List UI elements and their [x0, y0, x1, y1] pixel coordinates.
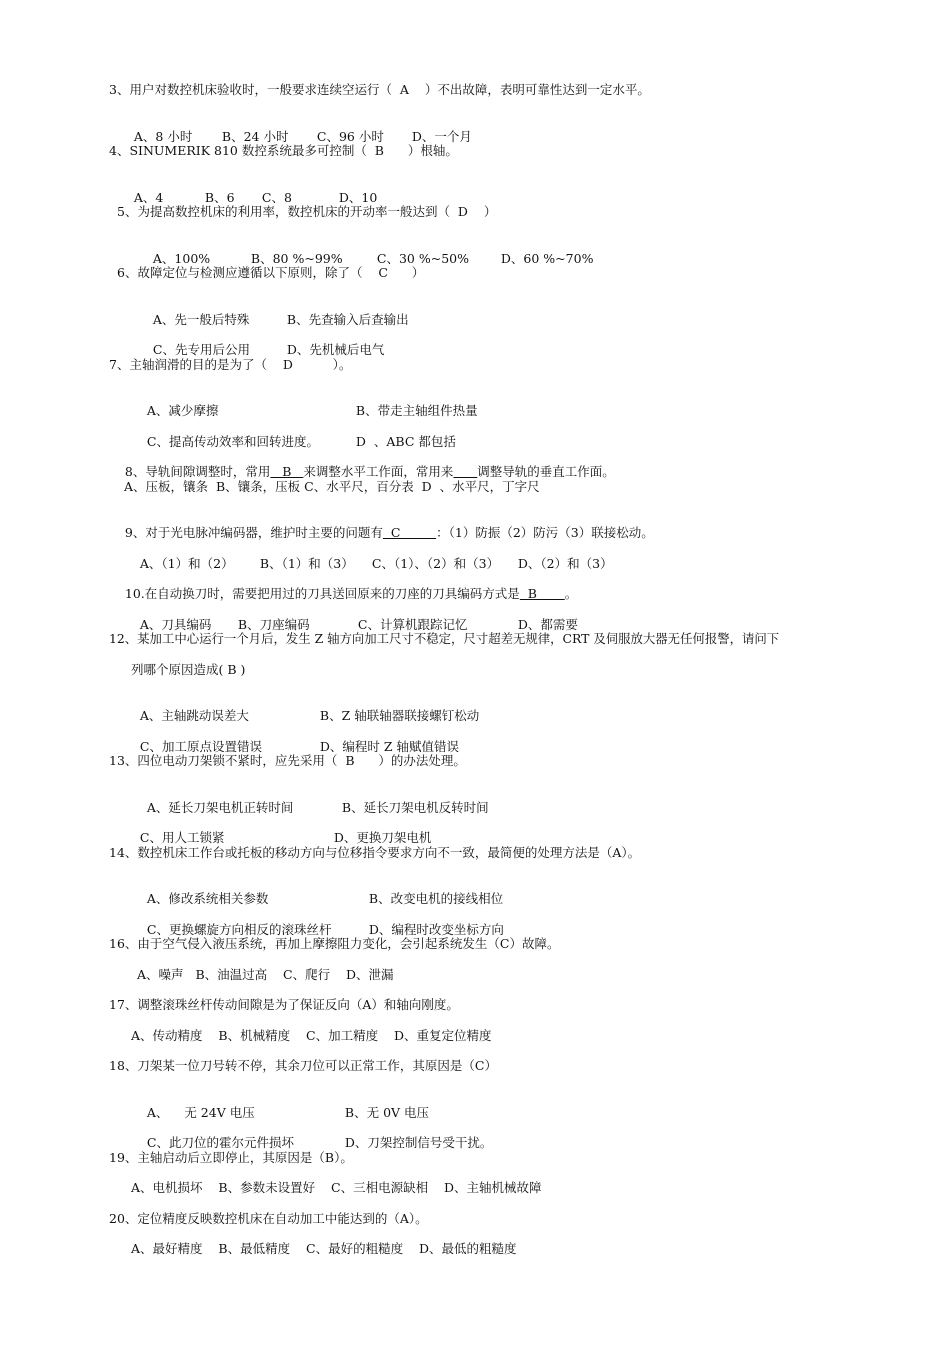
question-5-options — [137, 235, 594, 266]
question-13-options-row1 — [131, 784, 489, 815]
option-b: B、（1）和（3） — [259, 556, 354, 571]
question-7: 7、主轴润滑的目的是为了（ D ）。 — [109, 357, 352, 372]
question-14-options-row2 — [131, 906, 504, 937]
option-d: D、60 %~70% — [500, 251, 594, 266]
question-14-options-row1 — [131, 875, 504, 906]
answer-blank — [453, 464, 477, 479]
option-c: C、加工原点设置错误 — [139, 739, 262, 754]
option-a: A、主轴跳动误差大 — [139, 708, 249, 723]
question-10 — [109, 570, 578, 601]
question-6-options-row1 — [137, 296, 409, 327]
question-13-options-row2 — [124, 814, 432, 845]
option-d: D 、ABC 都包括 — [355, 434, 456, 449]
question-8-options: A、压板，镶条 B、镶条，压板 C、水平尺，百分表 D 、水平尺，丁字尺 — [124, 479, 540, 494]
option-b: B、改变电机的接线相位 — [368, 891, 504, 906]
option-c: C、30 %~50% — [376, 251, 469, 266]
question-18-options-row2 — [131, 1119, 493, 1150]
question-13: 13、四位电动刀架锁不紧时，应先采用（ B ）的办法处理。 — [109, 753, 466, 768]
option-c: C、96 小时 — [316, 129, 384, 144]
option-c: C、用人工锁紧 — [139, 830, 225, 845]
option-c: C、计算机跟踪记忆 — [357, 617, 468, 632]
question-5: 5、为提高数控机床的利用率，数控机床的开动率一般达到（ D ） — [117, 204, 497, 219]
question-text: 10.在自动换刀时，需要把用过的刀具送回原来的刀座的刀具编码方式是 — [124, 586, 520, 601]
question-12-options-row1 — [124, 692, 480, 723]
question-text: 调整导轨的垂直工作面。 — [477, 464, 615, 479]
question-6-options-row2 — [137, 326, 385, 357]
option-c: C、8 — [261, 190, 292, 205]
question-text: 。 — [564, 586, 578, 601]
option-a: A、刀具编码 — [139, 617, 212, 632]
option-b: B、带走主轴组件热量 — [355, 403, 478, 418]
option-b: B、Z 轴联轴器联接螺钉松动 — [319, 708, 480, 723]
option-d: D、一个月 — [411, 129, 472, 144]
option-a: A、减少摩擦 — [146, 403, 219, 418]
option-c: C、此刀位的霍尔元件损坏 — [146, 1135, 294, 1150]
question-text: ：（1）防振（2）防污（3）联接松动。 — [436, 525, 654, 540]
option-c: C、（1）、（2）和（3） — [371, 556, 500, 571]
option-d: D、（2）和（3） — [517, 556, 613, 571]
question-18-options-row1 — [131, 1089, 430, 1120]
option-d: D、更换刀架电机 — [333, 830, 432, 845]
option-a: A、（1）和（2） — [139, 556, 234, 571]
option-d: D、编程时改变坐标方向 — [368, 922, 504, 937]
question-16: 16、由于空气侵入液压系统，再加上摩擦阻力变化，会引起系统发生（C）故障。 — [109, 936, 560, 951]
answer-blank: B — [519, 586, 565, 601]
question-17: 17、调整滚珠丝杆传动间隙是为了保证反向（A）和轴向刚度。 — [109, 997, 459, 1012]
option-b: B、刀座编码 — [237, 617, 310, 632]
option-c: C、先专用后公用 — [152, 342, 250, 357]
option-a: A、100% — [152, 251, 211, 266]
option-a: A、修改系统相关参数 — [146, 891, 269, 906]
option-b: B、80 %~99% — [250, 251, 343, 266]
question-9-options — [124, 540, 613, 571]
question-4-options — [118, 174, 378, 205]
answer-blank: C — [382, 525, 437, 540]
question-12-continued: 列哪个原因造成( B ) — [131, 662, 246, 677]
question-4: 4、SINUMERIK 810 数控系统最多可控制（ B ）根轴。 — [109, 143, 458, 158]
option-b: B、24 小时 — [221, 129, 289, 144]
question-text: 8、导轨间隙调整时，常用 — [124, 464, 271, 479]
question-12: 12、某加工中心运行一个月后，发生 Z 轴方向加工尺寸不稳定，尺寸超差无规律，CRT 及伺服放大器无任何报警，请问下 — [109, 631, 780, 646]
option-c: C、提高传动效率和回转进度。 — [146, 434, 319, 449]
option-d: D、编程时 Z 轴赋值错误 — [319, 739, 460, 754]
question-8 — [109, 448, 615, 479]
question-20-options: A、最好精度 B、最低精度 C、最好的粗糙度 D、最低的粗糙度 — [131, 1241, 517, 1256]
question-3: 3、用户对数控机床验收时，一般要求连续空运行（ A ）不出故障，表明可靠性达到一定水平。 — [109, 82, 650, 97]
option-a: A、先一般后特殊 — [152, 312, 250, 327]
question-text: 来调整水平工作面，常用来 — [303, 464, 454, 479]
option-a: A、8 小时 — [133, 129, 193, 144]
option-c: C、更换螺旋方向相反的滚珠丝杆 — [146, 922, 332, 937]
option-b: B、无 0V 电压 — [344, 1105, 430, 1120]
option-a: A、4 — [133, 190, 164, 205]
answer-blank: B — [270, 464, 304, 479]
question-12-options-row2 — [124, 723, 460, 754]
question-19: 19、主轴启动后立即停止，其原因是（B）。 — [109, 1150, 353, 1165]
option-d: D、都需要 — [517, 617, 578, 632]
question-9 — [109, 509, 654, 540]
option-d: D、10 — [338, 190, 378, 205]
question-18: 18、刀架某一位刀号转不停，其余刀位可以正常工作，其原因是（C） — [109, 1058, 497, 1073]
question-14: 14、数控机床工作台或托板的移动方向与位移指令要求方向不一致，最简便的处理方法是（A）。 — [109, 845, 641, 860]
option-b: B、延长刀架电机反转时间 — [341, 800, 489, 815]
question-7-options-row2 — [131, 418, 456, 449]
question-16-options: A、噪声 B、油温过高 C、爬行 D、泄漏 — [137, 967, 394, 982]
option-b: B、6 — [204, 190, 235, 205]
question-3-options — [118, 113, 472, 144]
question-20: 20、定位精度反映数控机床在自动加工中能达到的（A）。 — [109, 1211, 428, 1226]
question-text: 9、对于光电脉冲编码器，维护时主要的问题有 — [124, 525, 383, 540]
option-d: D、先机械后电气 — [286, 342, 385, 357]
option-b: B、先查输入后查输出 — [286, 312, 409, 327]
option-a: A、延长刀架电机正转时间 — [146, 800, 294, 815]
option-a: A、 无 24V 电压 — [146, 1105, 255, 1120]
question-6: 6、故障定位与检测应遵循以下原则，除了（ C ） — [117, 265, 425, 280]
question-10-options — [124, 601, 578, 632]
question-19-options: A、电机损坏 B、参数未设置好 C、三相电源缺相 D、主轴机械故障 — [131, 1180, 542, 1195]
question-17-options: A、传动精度 B、机械精度 C、加工精度 D、重复定位精度 — [131, 1028, 492, 1043]
question-7-options-row1 — [131, 387, 478, 418]
option-d: D、刀架控制信号受干扰。 — [344, 1135, 493, 1150]
